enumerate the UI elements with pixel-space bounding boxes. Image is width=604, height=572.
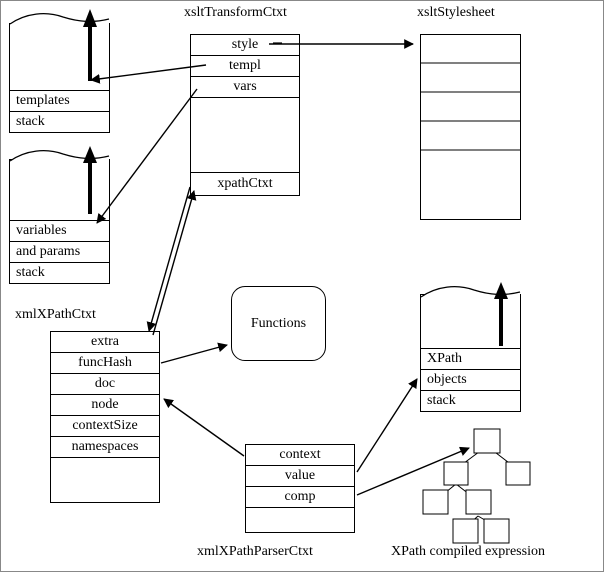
xpath-ctxt-row-contextsize: contextSize — [50, 415, 160, 437]
variables-stack-row-1: and params — [9, 241, 110, 263]
parser-ctxt-row-comp: comp — [245, 486, 355, 508]
parser-ctxt-row-context: context — [245, 444, 355, 466]
label-xslt-stylesheet: xsltStylesheet — [417, 5, 495, 20]
label-xpath-compiled-expression: XPath compiled expression — [391, 544, 545, 559]
label-xml-xpath-ctxt: xmlXPathCtxt — [15, 307, 96, 322]
transform-ctxt-row-style: style — [190, 34, 300, 56]
xpath-ctxt-row-node: node — [50, 394, 160, 416]
templates-stack-row-1: stack — [9, 111, 110, 133]
transform-ctxt-row-xpathctxt: xpathCtxt — [190, 172, 300, 196]
functions-box: Functions — [231, 286, 326, 361]
templates-stack-row-0: templates — [9, 90, 110, 112]
xpath-objects-row-1: objects — [420, 369, 521, 391]
xpath-objects-row-0: XPath — [420, 348, 521, 370]
label-xml-xpath-parser-ctxt: xmlXPathParserCtxt — [197, 544, 313, 559]
parser-ctxt-row-value: value — [245, 465, 355, 487]
transform-ctxt-row-vars: vars — [190, 76, 300, 98]
xpath-ctxt-row-doc: doc — [50, 373, 160, 395]
xpath-ctxt-row-extra: extra — [50, 331, 160, 353]
xpath-ctxt-row-namespaces: namespaces — [50, 436, 160, 458]
variables-stack-row-0: variables — [9, 220, 110, 242]
xpath-objects-row-2: stack — [420, 390, 521, 412]
transform-ctxt-row-templ: templ — [190, 55, 300, 77]
label-xslt-transform-ctxt: xsltTransformCtxt — [184, 5, 287, 20]
xpath-ctxt-row-funchash: funcHash — [50, 352, 160, 374]
variables-stack-row-2: stack — [9, 262, 110, 284]
connector-arrows — [1, 1, 604, 572]
